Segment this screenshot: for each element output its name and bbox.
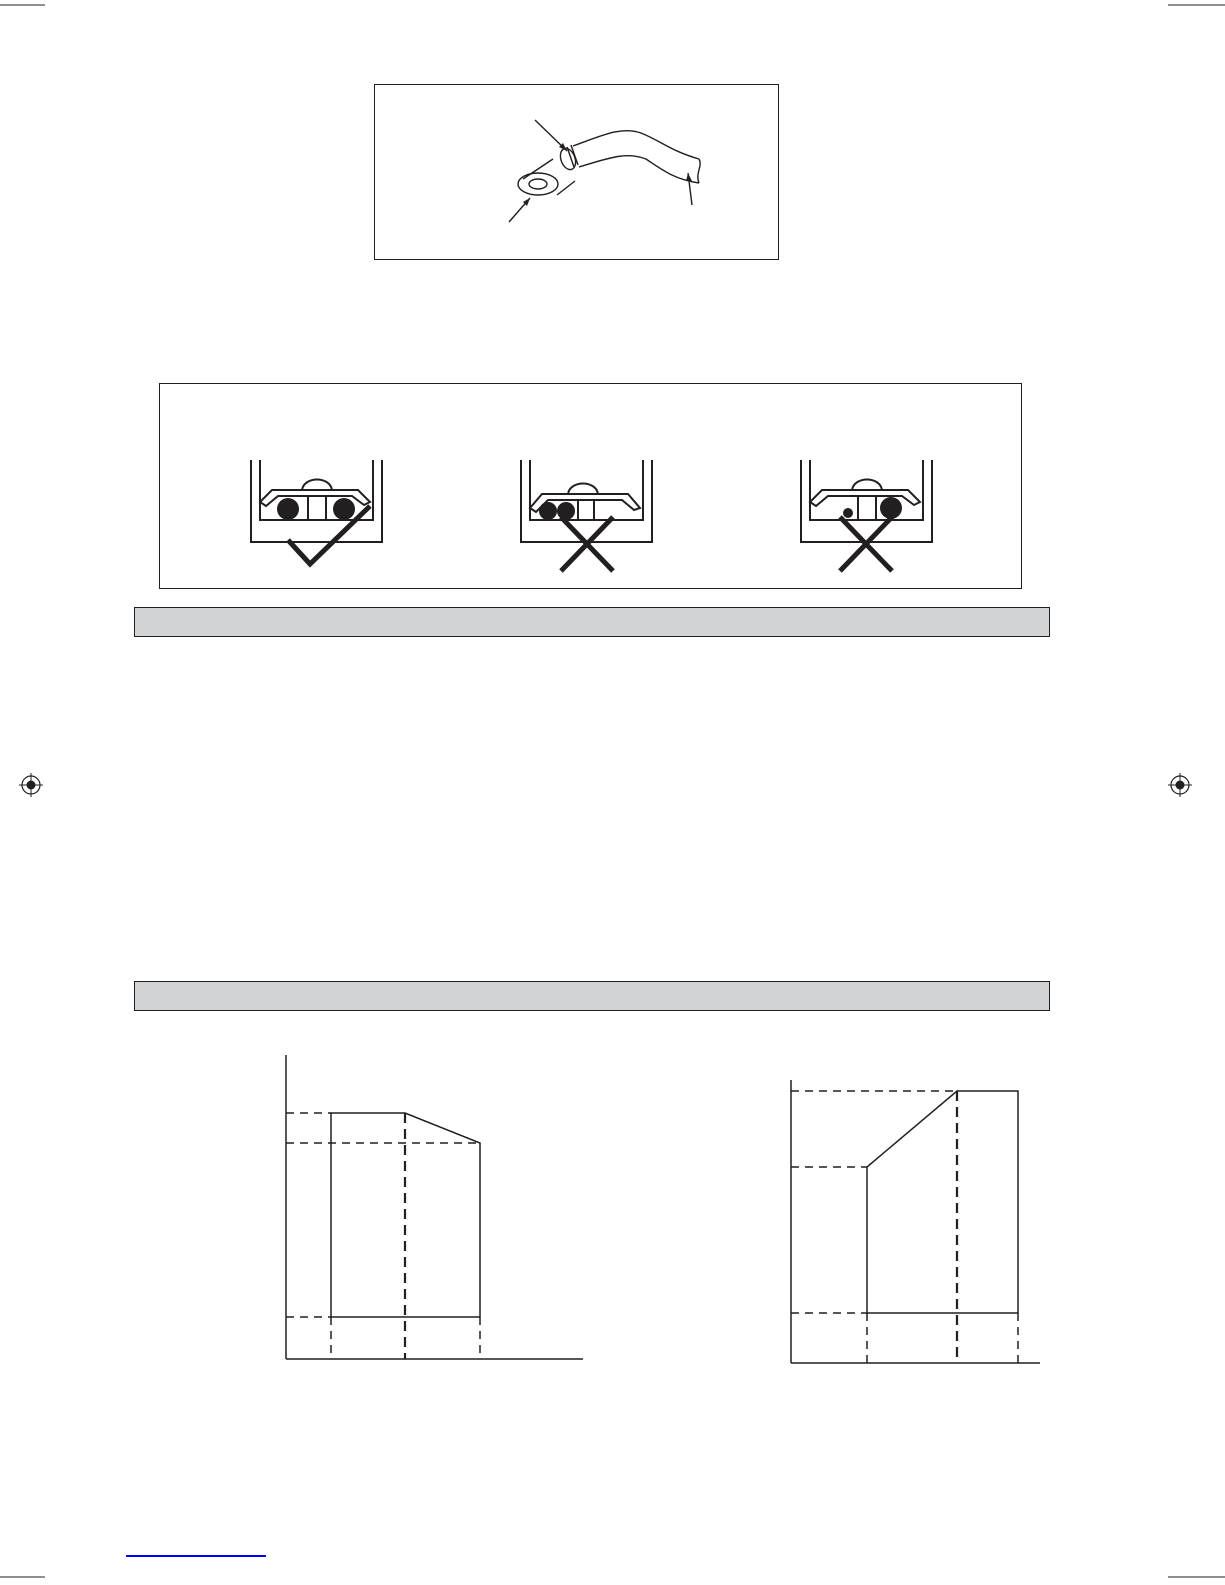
section-heading-band: [134, 981, 1050, 1011]
registration-mark-right: [1168, 773, 1192, 797]
check-icon: [286, 502, 376, 572]
terminal-connection-figure: [159, 383, 1022, 589]
cross-icon: [837, 514, 897, 574]
footer-link-underline[interactable]: [126, 1555, 266, 1557]
cross-icon: [558, 514, 618, 574]
registration-mark-left: [19, 773, 43, 797]
ring-terminal-figure: [374, 84, 779, 260]
section-heading-band: [134, 607, 1050, 637]
ring-terminal-wire-illustration: [375, 85, 780, 261]
